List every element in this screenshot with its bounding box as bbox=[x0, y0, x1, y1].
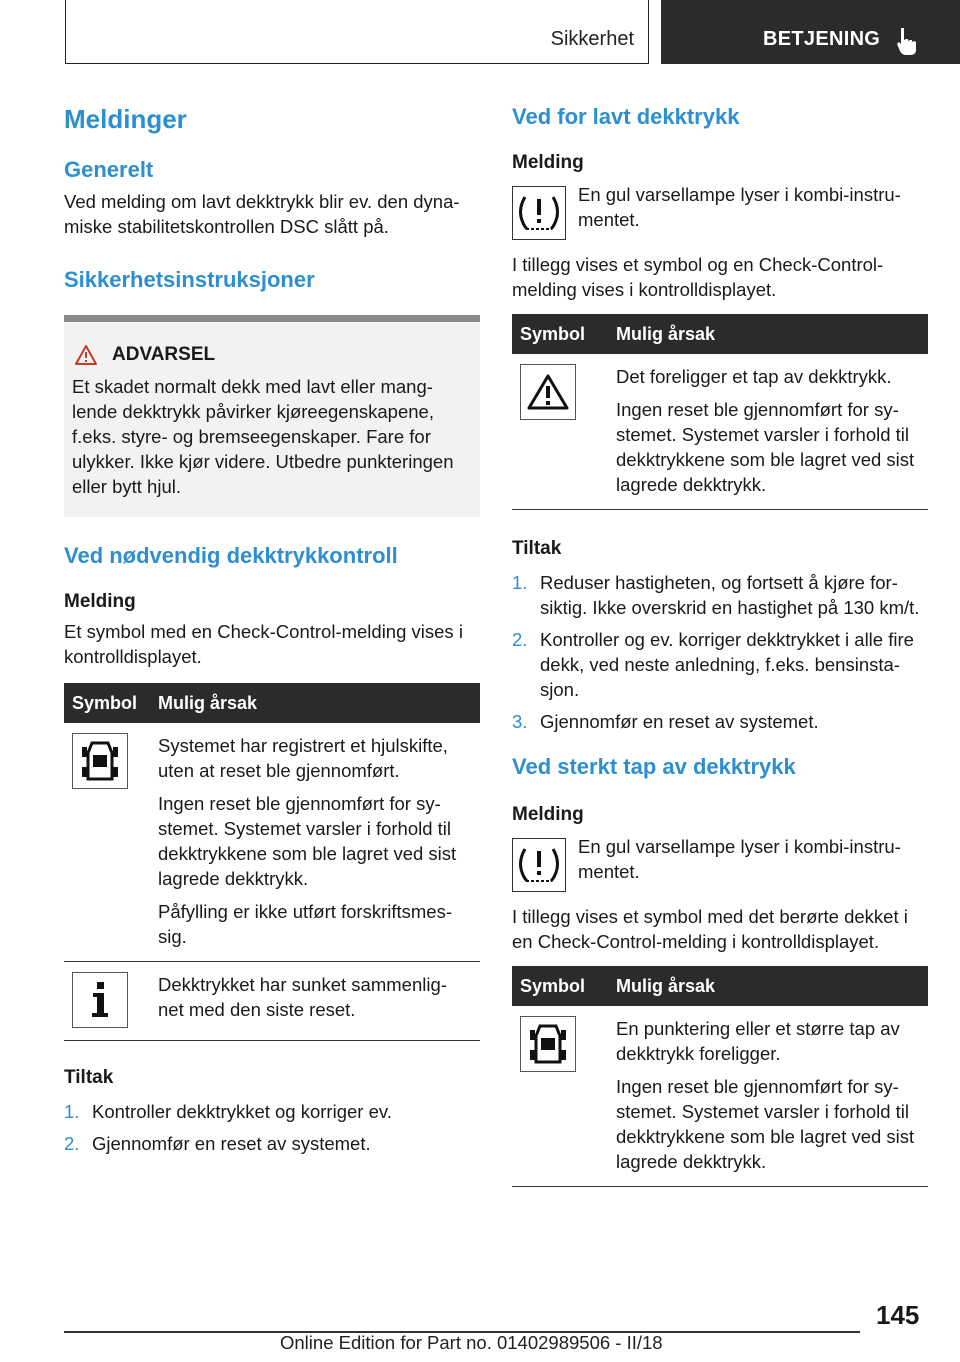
left-column bbox=[64, 100, 480, 1163]
melding2-label: Melding bbox=[512, 804, 584, 825]
row1-cause-p2: Ingen reset ble gjennomført for sy- stemet. Systemet varsler i forhold til dekktrykkene som ble lagret ved sist lagrede dekktrykk. bbox=[158, 793, 457, 889]
addtext: I tillegg vises et symbol og en Check-Control- melding vises i kontrolldisplayet. bbox=[512, 254, 884, 300]
car-tire-loss-icon bbox=[520, 1016, 576, 1072]
steps-list-right bbox=[512, 570, 928, 734]
page-title: Meldinger bbox=[64, 104, 187, 134]
tire-pressure-warning-icon bbox=[512, 186, 566, 240]
list-item: 1. Reduser hastigheten, og fortsett å kjøre for- siktig. Ikke overskrid en hastighet på 130 km/t. bbox=[512, 572, 920, 618]
header-chapter-tab[interactable] bbox=[661, 0, 960, 64]
pointing-hand-icon bbox=[895, 26, 921, 56]
section1-heading: Ved for lavt dekktrykk bbox=[512, 104, 740, 129]
footer-edition: Online Edition for Part no. 01402989506 - II/18 bbox=[280, 1332, 663, 1353]
warning-triangle-icon bbox=[520, 364, 576, 420]
symbol-table-right-2 bbox=[512, 966, 928, 1187]
table-row bbox=[64, 723, 480, 962]
list-item: 2. Kontroller og ev. korriger dekktrykket i alle fire dekk, ved neste anledning, f.eks. bensinsta- sjon. bbox=[512, 629, 914, 700]
warning-box bbox=[64, 315, 480, 517]
safety-heading: Sikkerhetsinstruksjoner bbox=[64, 267, 315, 292]
table-row bbox=[512, 354, 928, 510]
row1-cause-p3: Påfylling er ikke utført forskriftsmes- sig. bbox=[158, 901, 453, 947]
generelt-text: Ved melding om lavt dekktrykk blir ev. den dyna- miske stabilitetskontrollen DSC slått på. bbox=[64, 191, 460, 237]
generelt-heading: Generelt bbox=[64, 157, 154, 182]
table-header-cause: Mulig årsak bbox=[150, 683, 480, 723]
list-item: 3. Gjennomfør en reset av systemet. bbox=[512, 711, 819, 732]
lamp-text: En gul varsellampe lyser i kombi-instru- mentet. bbox=[578, 184, 901, 230]
melding-label-right: Melding bbox=[512, 152, 584, 173]
tire-pressure-warning-icon bbox=[512, 838, 566, 892]
table-row bbox=[64, 962, 480, 1041]
melding-label: Melding bbox=[64, 591, 136, 612]
table-header-symbol: Symbol bbox=[64, 683, 150, 723]
lamp2-message-row bbox=[512, 834, 928, 892]
page-number: 145 bbox=[876, 1300, 920, 1330]
warning-title bbox=[72, 344, 472, 366]
cause-p1: Det foreligger et tap av dekktrykk. bbox=[616, 366, 892, 387]
header-section-box bbox=[65, 0, 649, 64]
warning-text: Et skadet normalt dekk med lavt eller mang- lende dekktrykk påvirker kjøreegenskapene, f.eks. styre- og bremseegenskaper. Fare for ulykker. Ikke kjør videre. Utbedre punkteringen eller bytt hjul. bbox=[72, 376, 454, 497]
info-icon bbox=[72, 972, 128, 1028]
header-chapter-label: BETJENING bbox=[763, 28, 881, 50]
section2-heading: Ved sterkt tap av dekktrykk bbox=[512, 754, 796, 779]
lamp-message-row bbox=[512, 182, 928, 240]
row1-cause-p1: Systemet har registrert et hjulskifte, uten at reset ble gjennomført. bbox=[158, 735, 448, 781]
symbol-table-right bbox=[512, 314, 928, 510]
warning-triangle-icon bbox=[74, 344, 98, 366]
cause-p2: Ingen reset ble gjennomført for sy- stemet. Systemet varsler i forhold til dekktrykkene som ble lagret ved sist lagrede dekktrykk. bbox=[616, 399, 915, 495]
cause2-p1: En punktering eller et større tap av dekktrykk foreligger. bbox=[616, 1018, 900, 1064]
tiltak-label-right: Tiltak bbox=[512, 538, 562, 559]
list-item: 2. Gjennomfør en reset av systemet. bbox=[64, 1133, 371, 1154]
right-column bbox=[512, 100, 928, 1187]
addtext2: I tillegg vises et symbol med det berørte dekket i en Check-Control-melding i kontrolldisplayet. bbox=[512, 906, 908, 952]
section-heading-check: Ved nødvendig dekktrykkontroll bbox=[64, 543, 398, 568]
header-section-label: Sikkerhet bbox=[550, 28, 634, 50]
table-header-symbol: Symbol bbox=[512, 966, 608, 1006]
warning-title-text: ADVARSEL bbox=[112, 344, 216, 365]
lamp2-text: En gul varsellampe lyser i kombi-instru- mentet. bbox=[578, 836, 901, 882]
list-item: 1. Kontroller dekktrykket og korriger ev. bbox=[64, 1101, 392, 1122]
table-header-cause: Mulig årsak bbox=[608, 966, 928, 1006]
tiltak-label: Tiltak bbox=[64, 1067, 114, 1088]
car-tire-reset-icon bbox=[72, 733, 128, 789]
cause2-p2: Ingen reset ble gjennomført for sy- stemet. Systemet varsler i forhold til dekktrykkene som ble lagret ved sist lagrede dekktrykk. bbox=[616, 1076, 915, 1172]
table-header-cause: Mulig årsak bbox=[608, 314, 928, 354]
table-header-symbol: Symbol bbox=[512, 314, 608, 354]
steps-list bbox=[64, 1099, 480, 1156]
table-row bbox=[512, 1006, 928, 1187]
symbol-table bbox=[64, 683, 480, 1041]
melding-text: Et symbol med en Check-Control-melding vises i kontrolldisplayet. bbox=[64, 621, 463, 667]
row2-cause-p1: Dekktrykket har sunket sammenlig- net med den siste reset. bbox=[158, 974, 447, 1020]
